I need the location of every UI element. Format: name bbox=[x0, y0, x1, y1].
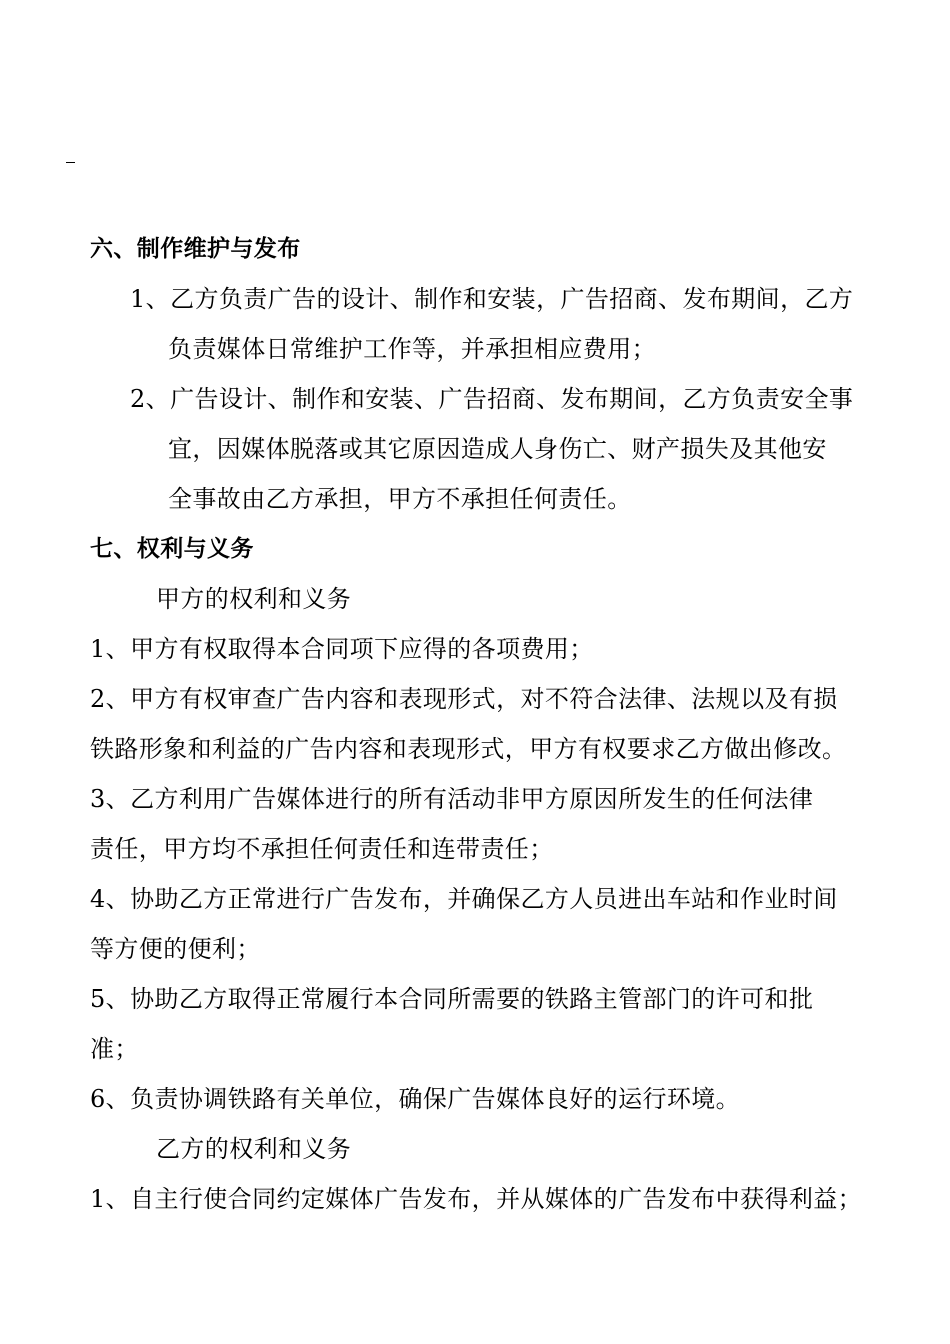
party-b-rights-title: 乙方的权利和义务 bbox=[156, 1135, 352, 1163]
party-a-item-3-line-1: 3、乙方利用广告媒体进行的所有活动非甲方原因所发生的任何法律 bbox=[90, 785, 814, 813]
party-a-item-4-line-1: 4、协助乙方正常进行广告发布，并确保乙方人员进出车站和作业时间 bbox=[90, 885, 838, 913]
section-6-heading: 六、制作维护与发布 bbox=[90, 236, 301, 262]
party-a-item-6: 6、负责协调铁路有关单位，确保广告媒体良好的运行环境。 bbox=[90, 1085, 741, 1113]
party-a-item-5-line-1: 5、协助乙方取得正常履行本合同所需要的铁路主管部门的许可和批 bbox=[90, 985, 814, 1013]
section-7-heading: 七、权利与义务 bbox=[90, 536, 254, 562]
section-6-item-2-line-2: 宜，因媒体脱落或其它原因造成人身伤亡、财产损失及其他安 bbox=[168, 435, 827, 463]
section-6-item-2-line-1: 2、广告设计、制作和安装、广告招商、发布期间，乙方负责安全事 bbox=[130, 385, 854, 413]
party-b-item-1: 1、自主行使合同约定媒体广告发布，并从媒体的广告发布中获得利益； bbox=[90, 1185, 863, 1213]
party-a-item-2-line-1: 2、甲方有权审查广告内容和表现形式，对不符合法律、法规以及有损 bbox=[90, 685, 838, 713]
section-6-item-1-line-1: 1、乙方负责广告的设计、制作和安装，广告招商、发布期间，乙方 bbox=[130, 285, 854, 313]
page-dash-mark bbox=[66, 162, 75, 163]
section-6-item-1-line-2: 负责媒体日常维护工作等，并承担相应费用； bbox=[168, 335, 656, 363]
party-a-item-1: 1、甲方有权取得本合同项下应得的各项费用； bbox=[90, 635, 594, 663]
party-a-item-2-line-2: 铁路形象和利益的广告内容和表现形式，甲方有权要求乙方做出修改。 bbox=[90, 735, 847, 763]
party-a-rights-title: 甲方的权利和义务 bbox=[156, 585, 352, 613]
party-a-item-3-line-2: 责任，甲方均不承担任何责任和连带责任； bbox=[90, 835, 554, 863]
party-a-item-4-line-2: 等方便的便利； bbox=[90, 935, 261, 963]
section-6-item-2-line-3: 全事故由乙方承担，甲方不承担任何责任。 bbox=[168, 485, 632, 513]
party-a-item-5-line-2: 准； bbox=[90, 1035, 139, 1063]
